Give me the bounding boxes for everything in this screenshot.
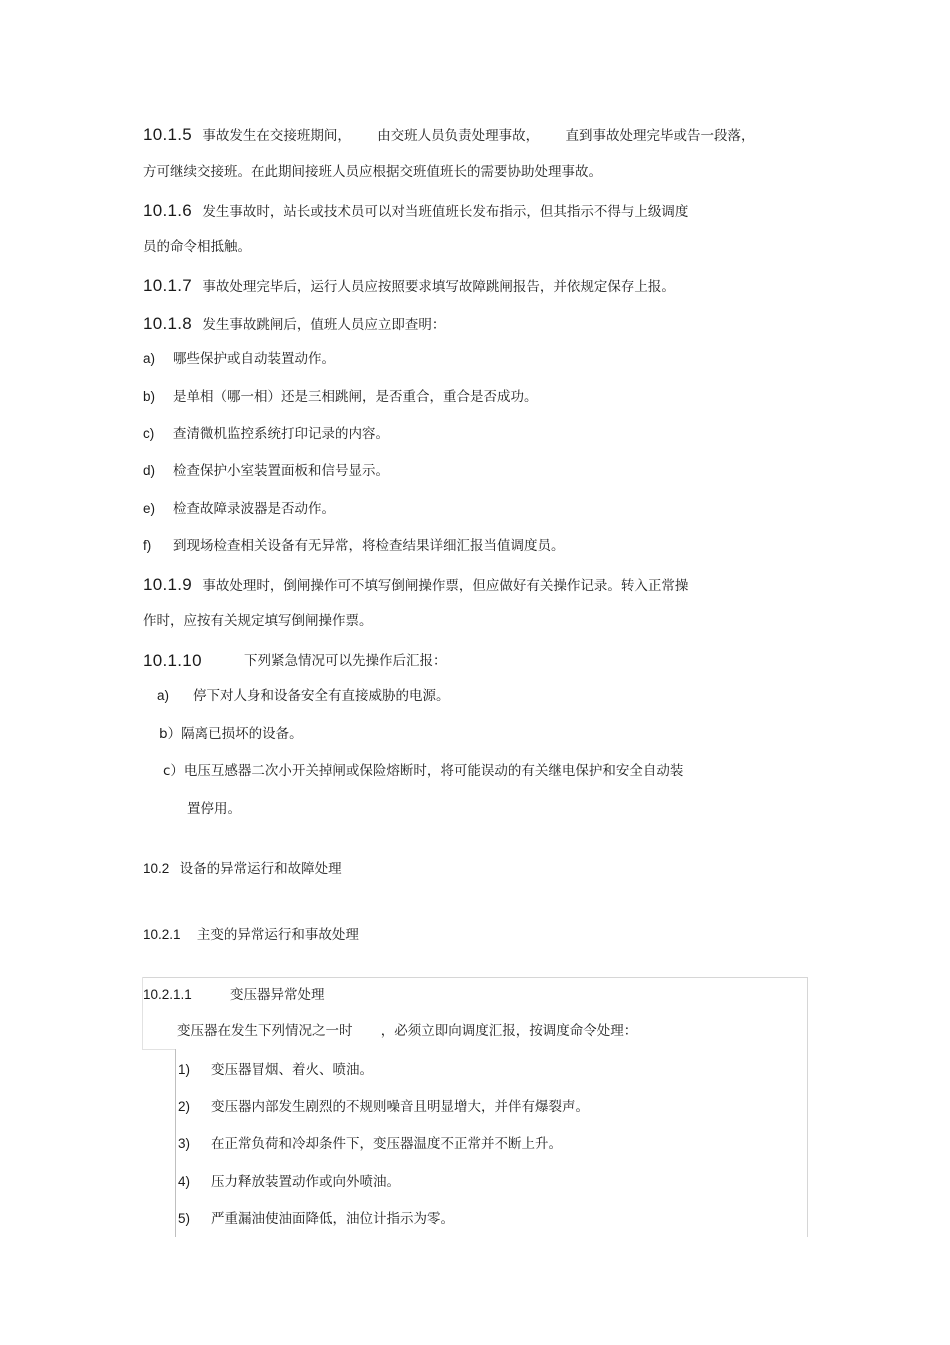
list-text: 在正常负荷和冷却条件下，变压器温度不正常并不断上升。 — [211, 1136, 562, 1152]
intro-sentence — [177, 1021, 637, 1041]
clause-10-1-7 — [143, 276, 675, 297]
list-text: 停下对人身和设备安全有直接威胁的电源。 — [193, 688, 450, 704]
list-label: 5) — [178, 1211, 191, 1226]
list-item — [178, 1060, 373, 1080]
list-label: 1) — [178, 1062, 191, 1077]
list-item — [157, 686, 450, 706]
clause-number: 10.1.6 — [143, 201, 193, 220]
clause-text: 下列紧急情况可以先操作后汇报： — [244, 653, 447, 669]
list-item — [143, 536, 565, 556]
list-item: b）隔离已损坏的设备。 — [159, 726, 303, 742]
clause-10-1-10 — [143, 651, 447, 672]
list-item — [143, 461, 389, 481]
list-label: c) — [143, 426, 155, 441]
list-text: 压力释放装置动作或向外喷油。 — [211, 1174, 400, 1190]
clause-text-part: 事故发生在交接班期间， — [202, 128, 351, 144]
list-item — [143, 424, 389, 444]
section-number: 10.2.1 — [143, 927, 181, 942]
list-label: a) — [157, 688, 170, 703]
clause-number: 10.1.9 — [143, 575, 193, 594]
list-label: 4) — [178, 1174, 191, 1189]
list-label: a) — [143, 351, 156, 366]
table-border-right — [807, 977, 808, 1237]
clause-10-1-6 — [143, 201, 688, 222]
list-label: d) — [143, 463, 156, 478]
clause-continuation: 作时，应按有关规定填写倒闸操作票。 — [143, 613, 373, 629]
clause-text: 发生事故跳闸后，值班人员应立即查明： — [202, 317, 446, 333]
list-text: 哪些保护或自动装置动作。 — [173, 351, 335, 367]
list-text: 到现场检查相关设备有无异常，将检查结果详细汇报当值调度员。 — [173, 538, 565, 554]
list-text: 检查故障录波器是否动作。 — [173, 501, 335, 517]
list-label: 3) — [178, 1136, 191, 1151]
clause-number: 10.1.8 — [143, 314, 193, 333]
list-item — [143, 349, 335, 369]
table-border-inner — [142, 1049, 175, 1050]
list-item — [178, 1172, 400, 1192]
clause-text-part: 由交班人员负责处理事故， — [377, 128, 540, 144]
list-label: 2) — [178, 1099, 191, 1114]
list-item — [143, 499, 335, 519]
list-item — [178, 1209, 454, 1229]
clause-number: 10.1.10 — [143, 651, 202, 670]
intro-text-part: ，必须立即向调度汇报，按调度命令处理： — [380, 1023, 638, 1039]
section-title: 主变的异常运行和事故处理 — [196, 927, 359, 943]
clause-continuation: 方可继续交接班。在此期间接班人员应根据交班值班长的需要协助处理事故。 — [143, 164, 602, 180]
clause-number: 10.1.5 — [143, 125, 193, 144]
list-item-continuation: 置停用。 — [187, 801, 241, 817]
intro-text-part: 变压器在发生下列情况之一时 — [177, 1023, 353, 1039]
list-item: c）电压互感器二次小开关掉闸或保险熔断时，将可能误动的有关继电保护和安全自动装 — [163, 763, 684, 779]
list-text: 变压器内部发生剧烈的不规则噪音且明显增大，并伴有爆裂声。 — [211, 1099, 589, 1115]
list-label: b) — [143, 389, 156, 404]
clause-10-1-5 — [143, 125, 754, 146]
list-label: e) — [143, 501, 156, 516]
clause-text: 事故处理时，倒闸操作可不填写倒闸操作票，但应做好有关操作记录。转入正常操 — [202, 578, 689, 594]
table-border-top — [142, 977, 808, 978]
list-item — [178, 1134, 562, 1154]
list-text: 查清微机监控系统打印记录的内容。 — [173, 426, 389, 442]
list-text: 检查保护小室装置面板和信号显示。 — [173, 463, 389, 479]
table-border-left-inner — [175, 1049, 176, 1237]
list-item — [143, 387, 538, 407]
list-text: 变压器冒烟、着火、喷油。 — [211, 1062, 373, 1078]
clause-text: 发生事故时，站长或技术员可以对当班值班长发布指示，但其指示不得与上级调度 — [202, 204, 689, 220]
clause-number: 10.1.7 — [143, 276, 193, 295]
section-number: 10.2.1.1 — [143, 987, 192, 1002]
section-10-2-1-1 — [143, 985, 325, 1005]
clause-text: 事故处理完毕后，运行人员应按照要求填写故障跳闸报告，并依规定保存上报。 — [202, 279, 675, 295]
list-text: 严重漏油使油面降低，油位计指示为零。 — [211, 1211, 454, 1227]
list-label: f) — [143, 538, 152, 553]
section-title: 设备的异常运行和故障处理 — [179, 861, 342, 877]
clause-10-1-9 — [143, 575, 688, 596]
list-text: 是单相（哪一相）还是三相跳闸，是否重合，重合是否成功。 — [173, 389, 538, 405]
section-title: 变压器异常处理 — [230, 987, 325, 1003]
section-number: 10.2 — [143, 861, 170, 876]
clause-continuation: 员的命令相抵触。 — [143, 239, 251, 255]
section-10-2-1 — [143, 925, 359, 945]
section-10-2 — [143, 859, 342, 879]
clause-text-part: 直到事故处理完毕或告一段落， — [565, 128, 755, 144]
list-item — [178, 1097, 589, 1117]
clause-10-1-8 — [143, 314, 445, 335]
